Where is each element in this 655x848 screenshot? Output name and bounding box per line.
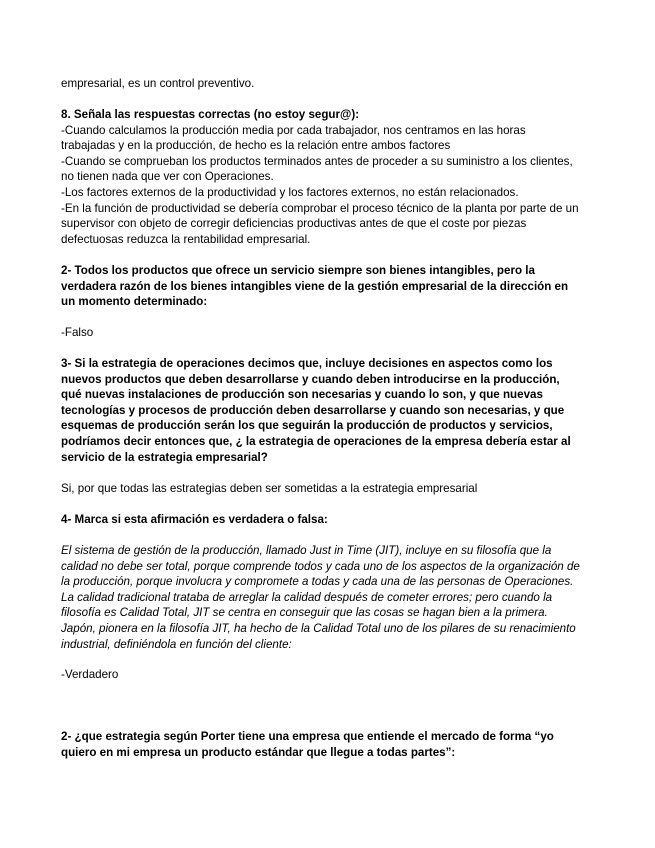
- question-2a-line: 2- Todos los productos que ofrece un servicio siempre son bienes intangibles, pero la: [61, 264, 535, 277]
- question-8-line: supervisor con objeto de corregir deficiencias productivas antes de que el coste por piezas: [61, 217, 527, 231]
- question-4-answer: -Verdadero: [61, 668, 119, 681]
- question-8-title: 8. Señala las respuestas correctas (no estoy segur@):: [61, 108, 360, 121]
- question-3-line: 3- Si la estrategia de operaciones decimos que, incluye decisiones en aspectos como los: [61, 357, 553, 370]
- question-8-line: -Los factores externos de la productividad y los factores externos, no están relacionados.: [61, 185, 519, 199]
- question-3-line: tecnologías y procesos de producción deben desarrollarse y cuando son necesarias, y que: [61, 403, 565, 417]
- question-2a-answer: -Falso: [61, 326, 94, 339]
- question-4-statement-line: calidad no debe ser total, porque comprende todos y cada uno de los aspectos de la organización de: [61, 559, 580, 573]
- question-8-line: -Cuando se comprueban los productos terminados antes de proceder a su suministro a los clientes,: [61, 154, 573, 168]
- question-2a-line: verdadera razón de los bienes intangibles viene de la gestión empresarial de la dirección en: [61, 279, 569, 293]
- question-3: [61, 356, 571, 465]
- question-4-statement-line: La calidad tradicional trataba de arreglar la calidad después de cometer errores; pero cuando la: [61, 590, 553, 604]
- question-4-statement: [61, 543, 580, 652]
- question-3-line: esquemas de producción serán los que seguirán la producción de productos y servicios,: [61, 419, 553, 433]
- question-4-title: 4- Marca si esta afirmación es verdadera o falsa:: [61, 513, 328, 526]
- question-4-statement-line: El sistema de gestión de la producción, llamado Just in Time (JIT), incluye en su filosofía que la: [61, 544, 552, 557]
- question-8: [61, 107, 579, 247]
- question-4-statement-line: industrial, definiéndola en función del cliente:: [61, 637, 292, 651]
- question-2b-line: quiero en mi empresa un producto estándar que llegue a todas partes”:: [61, 745, 456, 759]
- question-3-line: servicio de la estrategia empresarial?: [61, 450, 268, 464]
- question-2a-line: un momento determinado:: [61, 295, 208, 309]
- question-3-line: podríamos decir entonces que, ¿ la estrategia de operaciones de la empresa debería estar al: [61, 434, 571, 448]
- question-3-line: qué nuevas instalaciones de producción son necesarias y cuando lo son, y que nuevas: [61, 388, 543, 402]
- question-2b: [61, 729, 554, 760]
- question-4-statement-line: Japón, pionera en la filosofía JIT, ha hecho de la Calidad Total uno de los pilares de su renacimiento: [61, 621, 576, 635]
- question-3-answer: Si, por que todas las estrategias deben ser sometidas a la estrategia empresarial: [61, 482, 478, 495]
- question-8-line: defectuosas reduzca la rentabilidad empresarial.: [61, 232, 311, 246]
- question-3-line: nuevos productos que deben desarrollarse y cuando deben introducirse en la producción,: [61, 372, 560, 386]
- question-8-line: trabajadas y en la producción, de hecho es la relación entre ambos factores: [61, 139, 451, 153]
- question-8-line: -Cuando calculamos la producción media por cada trabajador, nos centramos en las horas: [61, 123, 526, 137]
- question-8-line: -En la función de productividad se debería comprobar el proceso técnico de la planta por parte de un: [61, 201, 579, 215]
- question-4-statement-line: filosofía es Calidad Total, JIT se centra en conseguir que las cosas se hagan bien a la primera.: [61, 606, 548, 620]
- question-2b-line: 2- ¿que estrategia según Porter tiene una empresa que entiende el mercado de forma “yo: [61, 730, 554, 743]
- question-8-line: no tienen nada que ver con Operaciones.: [61, 170, 274, 184]
- intro-line: empresarial, es un control preventivo.: [61, 77, 255, 90]
- question-4-statement-line: la producción, porque involucra y compromete a todas y cada una de las personas de Operaciones.: [61, 575, 574, 589]
- question-2a: [61, 263, 568, 310]
